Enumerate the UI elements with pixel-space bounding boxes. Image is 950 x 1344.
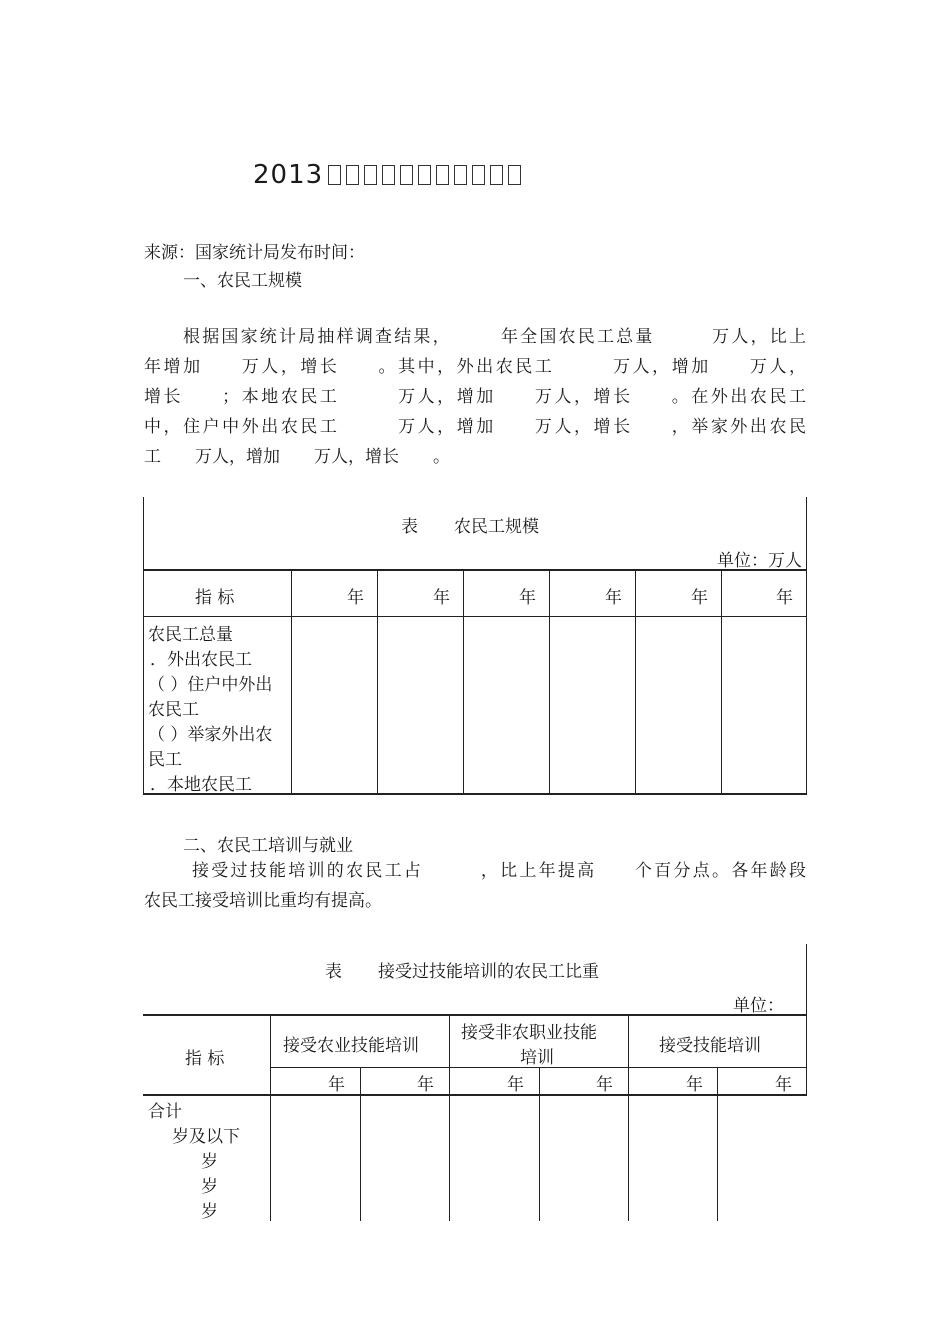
table2-row-label: 合计 — [148, 1102, 182, 1122]
table1-row-label: 农民工总量 — [148, 625, 233, 645]
table1-row-label: 民工 — [148, 750, 182, 770]
table1-year-header: 年 — [519, 588, 536, 608]
table2-year-header: 年 — [686, 1075, 703, 1095]
table2-year-header: 年 — [328, 1075, 345, 1095]
document-title-year: 2013 — [253, 160, 324, 190]
table1-row-label: （ ）住户中外出 — [148, 675, 273, 695]
paragraph-line: 年增加 万人，增长 。其中，外出农民工 万人，增加 万人， — [144, 357, 806, 377]
table2-row-label: 岁 — [201, 1177, 218, 1197]
paragraph-line: 工 万人，增加 万人，增长 。 — [144, 447, 450, 467]
table2-group-total: 接受技能培训 — [659, 1036, 761, 1056]
paragraph-line: 农民工接受培训比重均有提高。 — [144, 891, 382, 911]
table2-row-label: 岁及以下 — [172, 1127, 240, 1147]
table1-row-label: ．本地农民工 — [150, 775, 252, 795]
table1-row-label: ．外出农民工 — [150, 650, 252, 670]
table2-year-header: 年 — [775, 1075, 792, 1095]
table1-caption: 农民工规模 — [454, 517, 539, 537]
table2-group-nonagri-line2: 培训 — [520, 1048, 554, 1068]
table1-unit: 单位：万人 — [717, 551, 802, 571]
table2-caption-prefix: 表 — [325, 962, 342, 982]
table2-year-header: 年 — [507, 1075, 524, 1095]
table1-year-header: 年 — [433, 588, 450, 608]
table2-year-header: 年 — [596, 1075, 613, 1095]
table2-group-nonagri: 接受非农职业技能 — [461, 1023, 597, 1043]
table2-header-indicator: 指 标 — [185, 1049, 225, 1069]
table1-header-indicator: 指 标 — [195, 588, 235, 608]
table2-caption: 接受过技能培训的农民工比重 — [378, 962, 599, 982]
table2-year-header: 年 — [417, 1075, 434, 1095]
table2-unit: 单位： — [733, 996, 784, 1016]
table1-year-header: 年 — [347, 588, 364, 608]
table1-year-header: 年 — [605, 588, 622, 608]
section1-paragraph — [144, 322, 806, 472]
table2-row-label: 岁 — [201, 1202, 218, 1222]
section2-heading: 二、农民工培训与就业 — [183, 836, 353, 856]
table1-year-header: 年 — [776, 588, 793, 608]
section1-heading: 一、农民工规模 — [183, 271, 302, 291]
source-line: 来源：国家统计局发布时间： — [144, 243, 365, 263]
paragraph-line: 中，住户中外出农民工 万人，增加 万人，增长 ，举家外出农民 — [144, 417, 806, 437]
table2-group-agri: 接受农业技能培训 — [283, 1036, 419, 1056]
section2-paragraph — [144, 856, 806, 916]
table1-row-label: （ ）举家外出农 — [148, 725, 273, 745]
paragraph-line: 根据国家统计局抽样调查结果， 年全国农民工总量 万人，比上 — [183, 327, 806, 347]
document-title — [253, 160, 521, 190]
table1-year-header: 年 — [691, 588, 708, 608]
paragraph-line: 增长 ；本地农民工 万人，增加 万人，增长 。在外出农民工 — [144, 387, 806, 407]
table1-row-label: 农民工 — [148, 700, 199, 720]
table2-row-label: 岁 — [201, 1152, 218, 1172]
paragraph-line: 接受过技能培训的农民工占 ，比上年提高 个百分点。各年龄段 — [192, 861, 806, 881]
table1-caption-prefix: 表 — [401, 517, 418, 537]
